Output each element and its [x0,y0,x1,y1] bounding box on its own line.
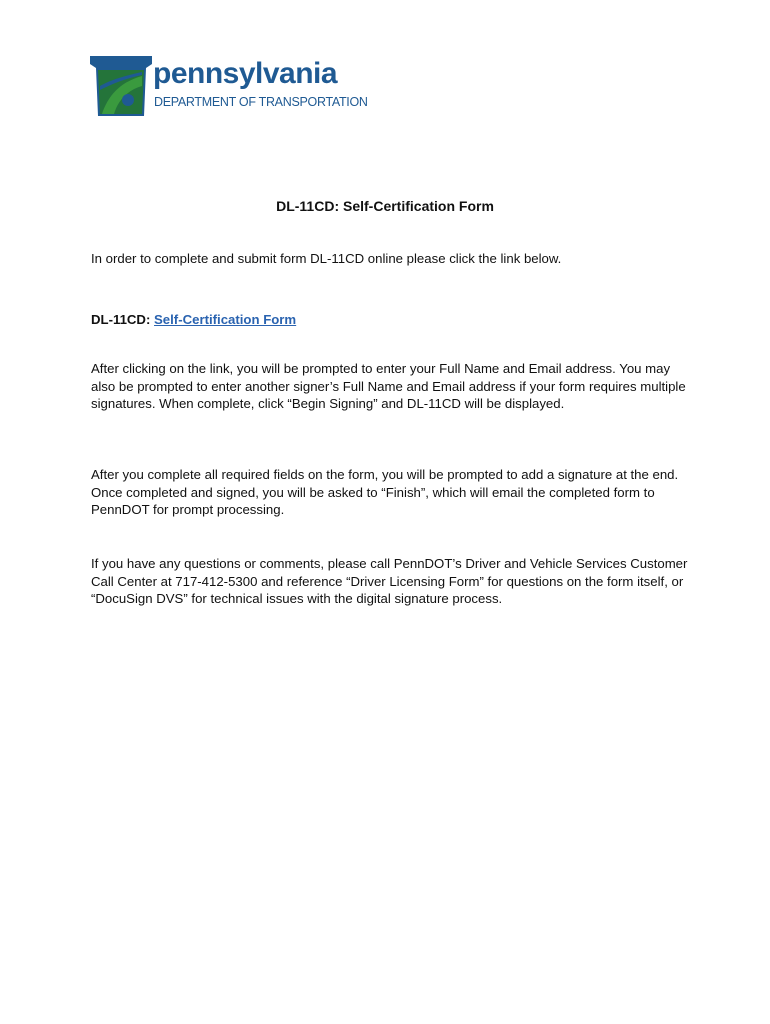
form-link-prefix: DL-11CD: [91,312,155,327]
contact-paragraph: If you have any questions or comments, please call PennDOT’s Driver and Vehicle Services Customer Call Center at 717-412-5300 and reference “Driver Licensing Form” for questions on the form itself, or “DocuSign DVS” for technical issues with the digital signature process. [91,556,688,606]
intro-paragraph: In order to complete and submit form DL-11CD online please click the link below. [91,251,562,266]
logo-subtitle: DEPARTMENT OF TRANSPORTATION [154,95,368,109]
logo-wordmark: pennsylvania [153,57,338,90]
keystone-logo-icon [90,56,152,116]
self-certification-form-link[interactable]: Self-Certification Form [154,312,297,327]
penndot-logo [90,56,380,118]
form-link-line [91,311,691,329]
instructions-paragraph-1: After clicking on the link, you will be prompted to enter your Full Name and Email address. You may also be prompted to enter another signer’s Full Name and Email address if your form requires multiple signatures. When complete, click “Begin Signing” and DL-11CD will be displayed. [91,361,686,411]
document-title: DL-11CD: Self-Certification Form [276,198,494,214]
instructions-paragraph-2: After you complete all required fields on the form, you will be prompted to add a signature at the end. Once completed and signed, you will be asked to “Finish”, which will email the completed form to PennDOT for prompt processing. [91,467,679,517]
